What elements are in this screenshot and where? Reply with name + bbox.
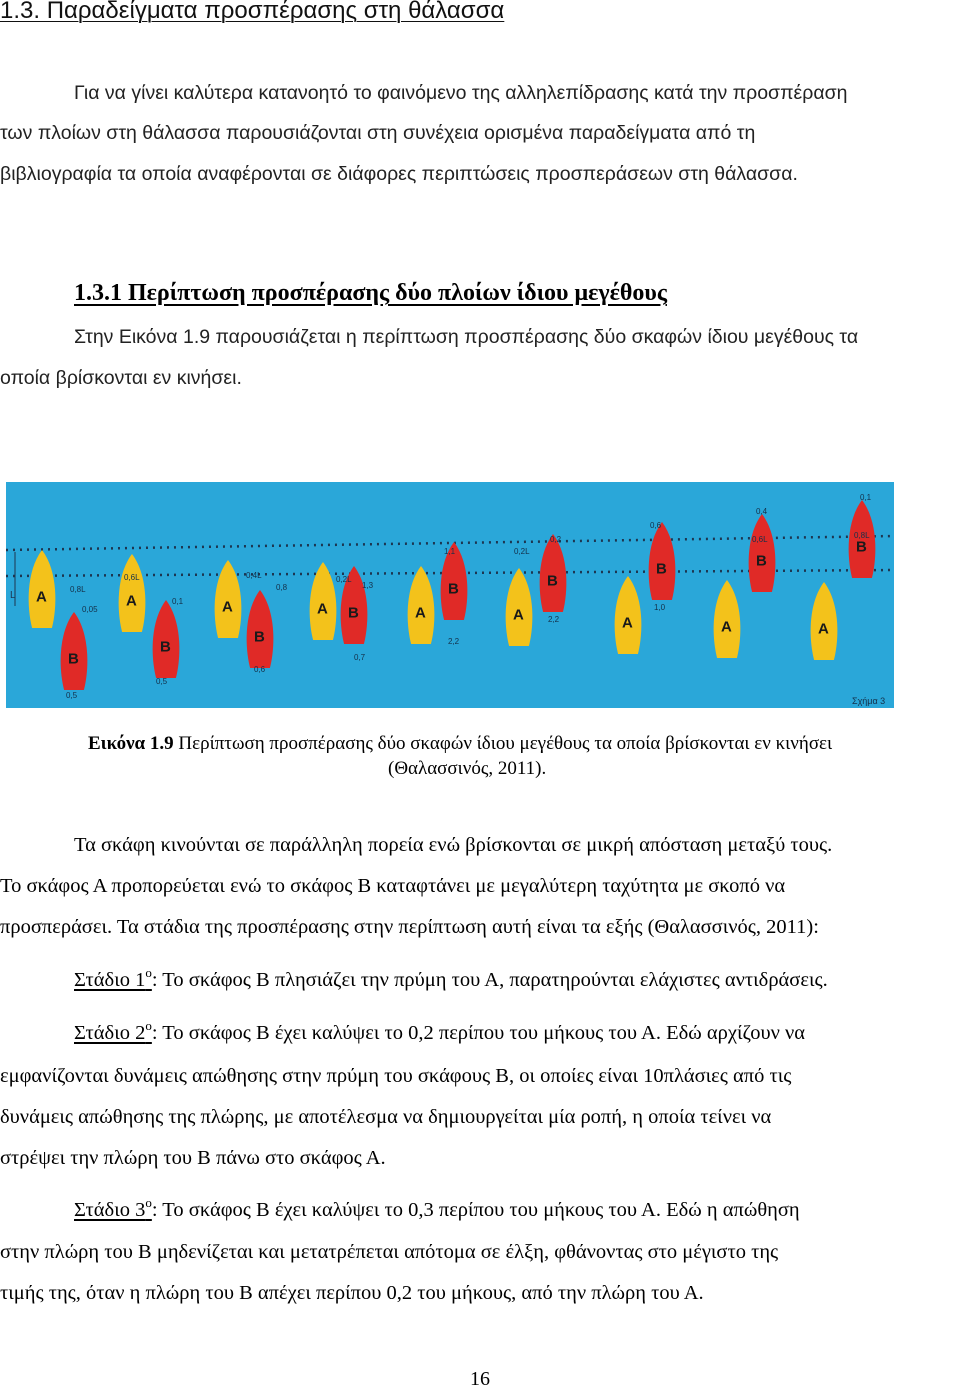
intro-line-3: βιβλιογραφία τα οποία αναφέρονται σε διάφορες περιπτώσεις προσπεράσεων στη θάλασσα. bbox=[0, 163, 798, 185]
stage-2-label-text: Στάδιο 2 bbox=[74, 1022, 146, 1044]
stage-2-line-2: εμφανίζονται δυνάμεις απώθησης στην πρύμη του σκάφους Β, οι οποίες είναι 10πλάσιες από τις bbox=[0, 1065, 792, 1087]
annotation-stage-8-2: 0,6L bbox=[752, 535, 768, 544]
stage-3-text: : Το σκάφος Β έχει καλύψει το 0,3 περίπου του μήκους του Α. Εδώ η απώθηση bbox=[151, 1199, 800, 1221]
boat-a-stage-7-label: A bbox=[622, 614, 633, 632]
stage-1-text: : Το σκάφος Β πλησιάζει την πρύμη του Α, παρατηρούνται ελάχιστες αντιδράσεις. bbox=[151, 969, 828, 991]
stage-2-text: : Το σκάφος Β έχει καλύψει το 0,2 περίπου του μήκους του Α. Εδώ αρχίζουν να bbox=[151, 1022, 806, 1044]
body-line-3: προσπεράσει. Τα στάδια της προσπέρασης στην περίπτωση αυτή είναι τα εξής (Θαλασσινός, 2011): bbox=[0, 916, 819, 938]
annotation-stage-9-2: 0,8L bbox=[854, 531, 870, 540]
annotation-stage-4-1: 0,2L bbox=[336, 575, 352, 584]
boat-b-stage-4-label: B bbox=[348, 604, 359, 622]
boat-a-stage-2-label: A bbox=[126, 592, 137, 610]
figure-caption bbox=[88, 733, 832, 755]
boat-a-stage-5-label: A bbox=[415, 604, 426, 622]
boat-b-stage-9-label: B bbox=[856, 538, 867, 556]
stage-3-line-2: στην πλώρη του Β μηδενίζεται και μετατρέπεται απότομα σε έλξη, φθάνοντας στο μέγιστο της bbox=[0, 1241, 779, 1263]
boat-b-stage-5-label: B bbox=[448, 580, 459, 598]
boat-a-stage-8-label: A bbox=[721, 618, 732, 636]
annotation-stage-7-2: 1,0 bbox=[654, 603, 666, 612]
caption-text: Περίπτωση προσπέρασης δύο σκαφών ίδιου μεγέθους τα οποία βρίσκονται εν κινήσει bbox=[173, 733, 833, 754]
annotation-stage-8-1: 0,4 bbox=[756, 507, 768, 516]
page-number: 16 bbox=[470, 1368, 490, 1390]
annotation-stage-3-3: 0,6 bbox=[254, 665, 266, 674]
annotation-stage-6-2: 0,2 bbox=[550, 535, 562, 544]
stage-3-line-3: τιμής της, όταν η πλώρη του Β απέχει περίπου 0,2 του μήκους, από την πλώρη του Α. bbox=[0, 1282, 704, 1304]
subsection-heading: 1.3.1 Περίπτωση προσπέρασης δύο πλοίων ίδιου μεγέθους bbox=[74, 280, 667, 306]
overtaking-figure bbox=[6, 482, 894, 708]
annotation-stage-4-2: 1,3 bbox=[362, 581, 374, 590]
overtaking-diagram bbox=[6, 482, 894, 708]
boat-a-stage-6-label: A bbox=[513, 606, 524, 624]
annotation-stage-5-1: 1,1 bbox=[444, 547, 456, 556]
body-line-1: Τα σκάφη κινούνται σε παράλληλη πορεία ενώ βρίσκονται σε μικρή απόσταση μεταξύ τους. bbox=[74, 834, 833, 856]
boat-b-stage-7-label: B bbox=[656, 560, 667, 578]
annotation-stage-1-3: 0,5 bbox=[66, 691, 78, 700]
annotation-stage-1-1: 0,8L bbox=[70, 585, 86, 594]
boat-b-stage-1-label: B bbox=[68, 650, 79, 668]
stage-3-paragraph bbox=[74, 1195, 800, 1222]
boat-a-stage-4-label: A bbox=[317, 600, 328, 618]
caption-label: Εικόνα 1.9 bbox=[88, 733, 174, 754]
section-heading: 1.3. Παραδείγματα προσπέρασης στη θάλασσα bbox=[0, 0, 505, 24]
annotation-stage-7-1: 0,6 bbox=[650, 521, 662, 530]
stage-1-label bbox=[74, 965, 152, 991]
intro-line-1: Για να γίνει καλύτερα κατανοητό το φαινόμενο της αλληλεπίδρασης κατά την προσπέραση bbox=[74, 82, 848, 104]
stage-2-label bbox=[74, 1018, 152, 1044]
stage-3-label-text: Στάδιο 3 bbox=[74, 1199, 146, 1221]
stage-2-line-3: δυνάμεις απώθησης της πλώρης, με αποτέλεσμα να δημιουργείται μία ροπή, η οποία τείνει να bbox=[0, 1106, 772, 1128]
stage-1-sup: ο bbox=[145, 965, 152, 980]
caption-source: (Θαλασσινός, 2011). bbox=[388, 758, 547, 779]
boat-a-stage-3-label: A bbox=[222, 598, 233, 616]
sub-line-1: Στην Εικόνα 1.9 παρουσιάζεται η περίπτωση προσπέρασης δύο σκαφών ίδιου μεγέθους τα bbox=[74, 326, 859, 348]
annotation-stage-2-1: 0,6L bbox=[124, 573, 140, 582]
boat-b-stage-3-label: B bbox=[254, 628, 265, 646]
annotation-stage-9-1: 0,1 bbox=[860, 493, 872, 502]
stage-2-paragraph bbox=[74, 1018, 806, 1045]
boat-b-stage-8-label: B bbox=[756, 552, 767, 570]
stage-1-paragraph bbox=[74, 965, 828, 992]
boat-b-stage-2-label: B bbox=[160, 638, 171, 656]
annotation-stage-1-2: 0,05 bbox=[82, 605, 98, 614]
boat-a-stage-9-label: A bbox=[818, 620, 829, 638]
annotation-stage-2-2: 0,1 bbox=[172, 597, 184, 606]
annotation-stage-6-3: 2,2 bbox=[548, 615, 560, 624]
annotation-stage-3-1: 0,4L bbox=[246, 571, 262, 580]
stage-3-sup: ο bbox=[145, 1195, 152, 1210]
stage-2-line-4: στρέψει την πλώρη του Β πάνω στο σκάφος Α. bbox=[0, 1147, 386, 1169]
sub-line-2: οποία βρίσκονται εν κινήσει. bbox=[0, 367, 242, 389]
intro-line-2: των πλοίων στη θάλασσα παρουσιάζονται στη συνέχεια ορισμένα παραδείγματα από τη bbox=[0, 122, 756, 144]
boat-b-stage-6-label: B bbox=[547, 572, 558, 590]
stage-1-label-text: Στάδιο 1 bbox=[74, 969, 146, 991]
stage-2-sup: ο bbox=[145, 1018, 152, 1033]
annotation-stage-6-1: 0,2L bbox=[514, 547, 530, 556]
annotation-stage-3-2: 0,8 bbox=[276, 583, 288, 592]
body-line-2: Το σκάφος Α προπορεύεται ενώ το σκάφος Β καταφτάνει με μεγαλύτερη ταχύτητα με σκοπό να bbox=[0, 875, 786, 897]
annotation-stage-4-3: 0,7 bbox=[354, 653, 366, 662]
annotation-stage-5-2: 2,2 bbox=[448, 637, 460, 646]
boat-a-stage-1-label: A bbox=[36, 588, 47, 606]
stage-3-label bbox=[74, 1195, 152, 1221]
annotation-stage-2-3: 0,5 bbox=[156, 677, 168, 686]
figure-signature: Σχήμα 3 bbox=[852, 696, 886, 706]
length-marker-label: L bbox=[10, 590, 16, 601]
